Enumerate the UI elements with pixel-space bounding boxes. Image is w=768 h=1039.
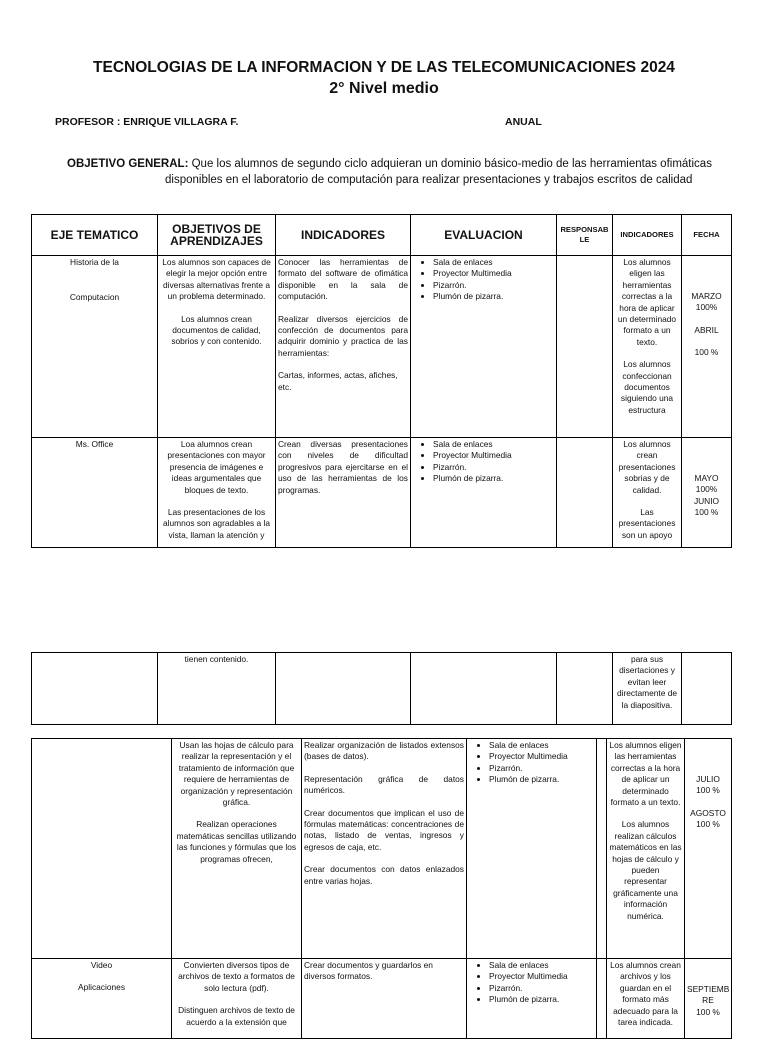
responsable-cell [557, 653, 613, 725]
objetivo-text: tienen contenido. [184, 654, 249, 664]
col-responsable-l1: RESPONSAB [560, 225, 609, 234]
col-indicadores-2: INDICADORES [613, 215, 682, 256]
objetivo-text: Loa alumnos crean presentaciones con mayor presencia de imágenes e ideas argumentales que bloques de texto. [167, 439, 266, 495]
evaluacion-item: • Plumón de pizarra. [489, 994, 594, 1005]
evaluacion-item: • Proyector Multimedia [433, 450, 554, 461]
table-header-row [32, 215, 732, 256]
eje-cell [32, 959, 172, 1039]
fecha-text: AGOSTO [690, 807, 726, 818]
table-row [32, 653, 732, 725]
evaluacion-item: • Sala de enlaces [489, 960, 594, 971]
objetivo-text: Las presentaciones de los alumnos son agradables a la vista, llaman la atención y [162, 507, 271, 540]
indicador-text: Los alumnos eligen las herramientas correctas a la hora de aplicar un determinado formato a un texto. [617, 257, 677, 347]
evaluacion-item: • Plumón de pizarra. [433, 291, 554, 302]
fecha-text: 100% [695, 484, 718, 495]
planning-table [31, 214, 732, 548]
fecha-text: 100 % [696, 785, 720, 796]
fecha-text: JULIO [696, 774, 720, 784]
indicadores-cell [276, 256, 411, 438]
evaluacion-cell [411, 438, 557, 548]
table-row [32, 256, 732, 438]
evaluacion-item: • Proyector Multimedia [489, 751, 594, 762]
indicador-text: Cartas, informes, actas, afiches, etc. [278, 370, 398, 392]
col-eje-tematico: EJE TEMATICO [32, 215, 158, 256]
responsable-cell [597, 959, 607, 1039]
evaluacion-cell [411, 653, 557, 725]
fecha-text: 100% [695, 302, 718, 313]
indicador-text: para sus disertaciones y evitan leer directamente de la diapositiva. [616, 654, 678, 710]
eje-text: Ms. Office [75, 439, 114, 449]
fecha-text: JUNIO [693, 495, 720, 506]
evaluacion-cell [411, 256, 557, 438]
eje-cell [32, 653, 158, 725]
fecha-cell [682, 438, 732, 548]
document-title: TECNOLOGIAS DE LA INFORMACION Y DE LAS TELECOMUNICACIONES 2024 [93, 59, 675, 76]
indicador-text: Las presentaciones son un apoyo [618, 507, 676, 540]
indicador-text: Realizar organización de listados extensos (bases de datos). [304, 740, 464, 762]
indicadores-cell [302, 739, 467, 959]
col-evaluacion: EVALUACION [411, 215, 557, 256]
col-fecha: FECHA [682, 215, 732, 256]
evaluacion-cell [467, 739, 597, 959]
col-responsable [557, 215, 613, 256]
fecha-cell [685, 959, 732, 1039]
fecha-text: 100 % [696, 819, 720, 830]
indicadores-cell [276, 438, 411, 548]
indicador-text: Los alumnos crean archivos y los guardan en el formato más adecuado para la tarea indicada. [610, 960, 681, 1028]
fecha-text: SEPTIEMB [687, 984, 730, 994]
objetivo-text: Realizan operaciones matemáticas sencillas utilizando las funciones y fórmulas que los programas ofrecen, [176, 819, 297, 864]
evaluacion-item: • Proyector Multimedia [489, 971, 594, 982]
indicadores-2-cell [613, 653, 682, 725]
evaluacion-cell [467, 959, 597, 1039]
eje-text: Historia de la [70, 257, 119, 267]
objetivo-text-line2: disponibles en el laboratorio de computación para realizar presentaciones y trabajos escritos de calidad [165, 173, 693, 186]
indicador-text: Representación gráfica de datos numéricos. [304, 773, 464, 796]
objetivo-text: Los alumnos crean documentos de calidad, sobrios y con contenido. [171, 313, 262, 347]
periodo-label: ANUAL [505, 116, 542, 128]
fecha-cell [685, 739, 732, 959]
fecha-text: 100 % [694, 347, 719, 358]
indicadores-cell [276, 653, 411, 725]
table-row [32, 959, 732, 1039]
fecha-text: MAYO [694, 473, 719, 483]
evaluacion-item: • Sala de enlaces [433, 439, 554, 450]
indicadores-2-cell [607, 959, 685, 1039]
eje-text: Aplicaciones [77, 982, 126, 993]
evaluacion-item: • Pizarrón. [433, 462, 554, 473]
fecha-text: MARZO [691, 291, 722, 301]
eje-cell [32, 256, 158, 438]
fecha-text: ABRIL [694, 324, 719, 335]
objetivos-cell [158, 256, 276, 438]
planning-table-2 [31, 738, 732, 1039]
evaluacion-item: • Plumón de pizarra. [489, 774, 594, 785]
indicadores-2-cell [613, 438, 682, 548]
indicador-text: Los alumnos realizan cálculos matemáticos en las hojas de cálculo y pueden representar gráficamente una información numérica. [609, 819, 682, 921]
evaluacion-item: • Plumón de pizarra. [433, 473, 554, 484]
table-row [32, 438, 732, 548]
indicador-text: Crear documentos con datos enlazados entre varias hojas. [304, 864, 464, 886]
objetivo-text: Distinguen archivos de texto de acuerdo a la extensión que [178, 1005, 295, 1027]
objetivo-text: Usan las hojas de cálculo para realizar la representación y el tratamiento de información que requiere de herramientas de organización y representación gráfica. [178, 740, 295, 808]
evaluacion-item: • Proyector Multimedia [433, 268, 554, 279]
eje-cell [32, 739, 172, 959]
indicador-text: Conocer las herramientas de formato del software de ofimática disponible en la sala de computación. [278, 257, 408, 302]
fecha-text: 100 % [696, 1006, 720, 1017]
indicador-text: Crear documentos que implican el uso de fórmulas matemáticas: concentraciones de notas, listado de ventas, ingresos y egresos de caja, etc. [304, 807, 464, 852]
indicadores-2-cell [613, 256, 682, 438]
objetivos-cell [158, 653, 276, 725]
objetivo-text: Convierten diversos tipos de archivos de texto a formatos de solo lectura (pdf). [178, 960, 295, 993]
fecha-cell [682, 256, 732, 438]
objetivo-text-line1: Que los alumnos de segundo ciclo adquieran un dominio básico-medio de las herramientas ofimáticas [188, 158, 712, 170]
responsable-cell [557, 256, 613, 438]
objetivo-label: OBJETIVO GENERAL: [67, 158, 189, 170]
indicadores-2-cell [607, 739, 685, 959]
evaluacion-item: • Sala de enlaces [433, 257, 554, 268]
table-row [32, 739, 732, 959]
responsable-cell [597, 739, 607, 959]
col-indicadores: INDICADORES [276, 215, 411, 256]
evaluacion-item: • Sala de enlaces [489, 740, 594, 751]
eje-text: Video [90, 960, 113, 970]
indicador-text: Crean diversas presentaciones con niveles de dificultad progresivos para ejercitarse en el uso de las herramientas de los programas. [278, 439, 408, 495]
fecha-text: 100 % [694, 507, 719, 518]
planning-table-continued [31, 652, 732, 725]
evaluacion-item: • Pizarrón. [433, 280, 554, 291]
fecha-text: RE [702, 995, 714, 1006]
col-responsable-l2: LE [579, 235, 590, 244]
indicador-text: Los alumnos confeccionan documentos siguiendo una estructura [620, 359, 674, 415]
indicador-text: Los alumnos crean presentaciones sobrias y de calidad. [618, 439, 676, 495]
evaluacion-item: • Pizarrón. [489, 763, 594, 774]
indicador-text: Realizar diversos ejercicios de confección de documentos para adquirir dominio y practica de las herramientas: [278, 313, 408, 358]
eje-text: Computacion [69, 292, 120, 303]
fecha-cell [682, 653, 732, 725]
profesor-line: PROFESOR : ENRIQUE VILLAGRA F. [55, 116, 239, 128]
evaluacion-item: • Pizarrón. [489, 983, 594, 994]
indicador-text: Crear documentos y guardarlos en diversos formatos. [304, 960, 433, 982]
col-objetivos: OBJETIVOS DE APRENDIZAJES [158, 215, 276, 256]
indicadores-cell [302, 959, 467, 1039]
objetivos-cell [172, 959, 302, 1039]
objetivo-general [67, 157, 732, 188]
eje-cell [32, 438, 158, 548]
indicador-text: Los alumnos eligen las herramientas correctas a la hora de aplicar un determinado formato a un texto. [609, 740, 682, 808]
responsable-cell [557, 438, 613, 548]
objetivos-cell [172, 739, 302, 959]
document-subtitle: 2° Nivel medio [329, 80, 439, 97]
objetivo-text: Los alumnos son capaces de elegir la mejor opción entre diversas alternativas frente a un problema determinado. [162, 257, 271, 302]
objetivos-cell [158, 438, 276, 548]
